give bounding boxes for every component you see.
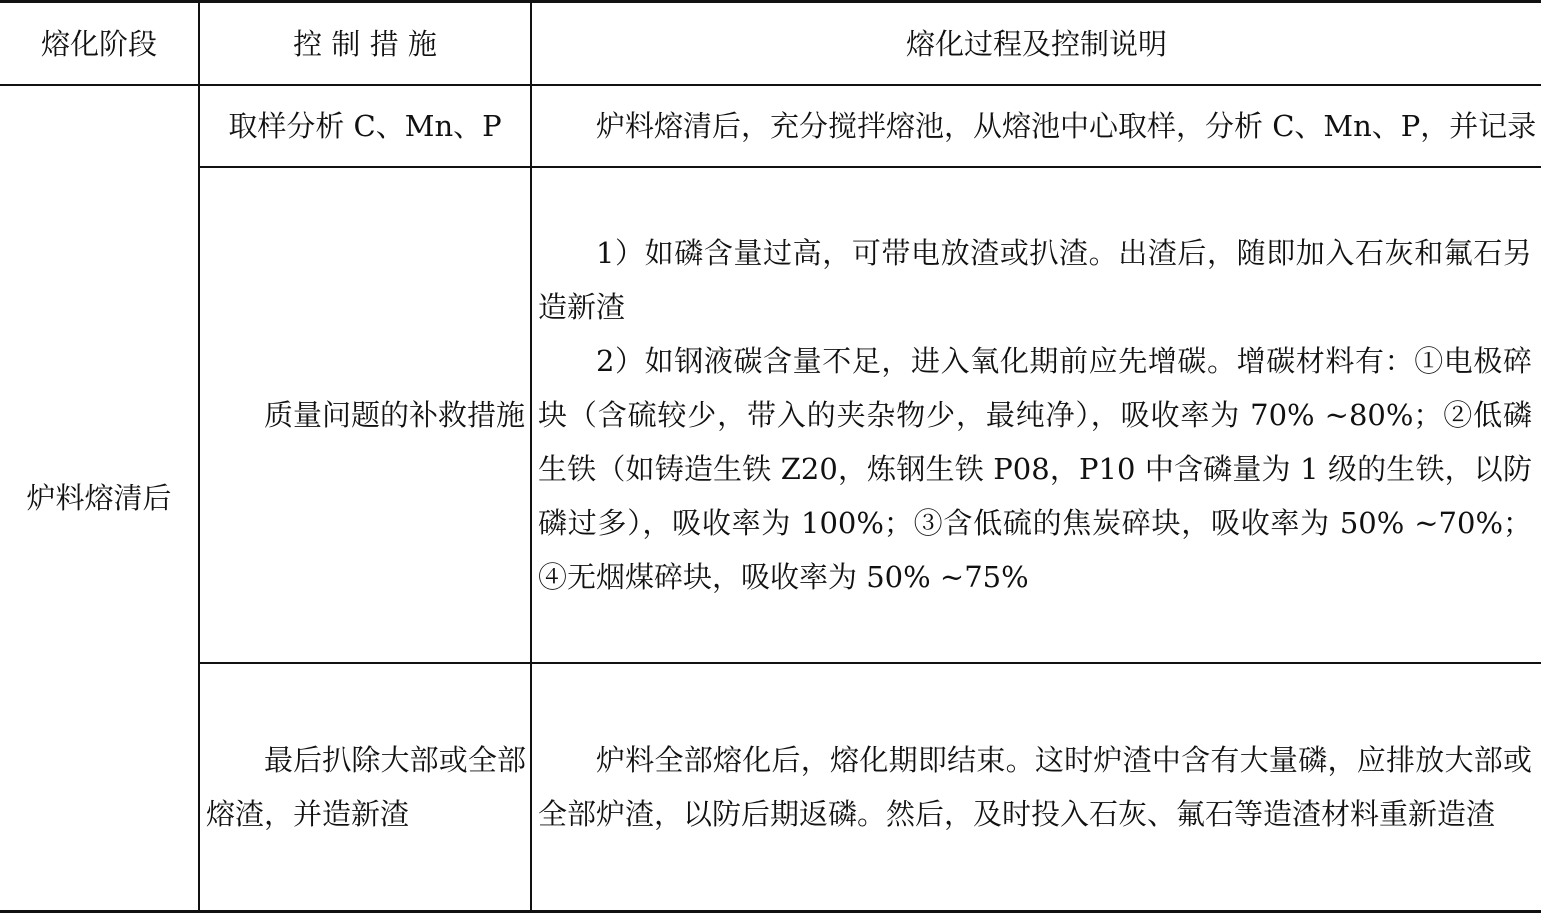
row3-description	[538, 664, 1532, 910]
row2-measure	[206, 168, 526, 662]
header-description: 熔化过程及控制说明	[905, 26, 1167, 61]
header-measure: 控 制 措 施	[293, 26, 437, 61]
row1-measure: 取样分析 C、Mn、P	[228, 109, 502, 143]
row1-description-text: 炉料熔清后，充分搅拌熔池，从熔池中心取样，分析 C、Mn、P，并记录	[596, 109, 1537, 143]
header-stage: 熔化阶段	[40, 26, 157, 61]
row3-description-text: 炉料全部熔化后，熔化期即结束。这时炉渣中含有大量磷，应排放大部或全部炉渣，以防后期返磷。然后，及时投入石灰、氟石等造渣材料重新造渣	[538, 743, 1532, 831]
row1-description	[538, 86, 1537, 166]
row3-measure-text: 最后扒除大部或全部熔渣，并造新渣	[206, 743, 526, 831]
table-bottom-rule	[0, 910, 1541, 913]
stage-cell: 炉料熔清后	[26, 481, 172, 515]
row2-description	[538, 168, 1532, 662]
row3-measure	[206, 664, 526, 910]
row2-measure-text: 质量问题的补救措施	[264, 398, 526, 432]
col2-divider	[530, 0, 532, 913]
row2-description-item-1: 1）如磷含量过高，可带电放渣或扒渣。出渣后，随即加入石灰和氟石另造新渣	[538, 236, 1532, 324]
row2-description-item-2: 2）如钢液碳含量不足，进入氧化期前应先增碳。增碳材料有：①电极碎块（含硫较少，带入的夹杂物少，最纯净），吸收率为 70% ~80%；②低磷生铁（如铸造生铁 Z20，炼钢生铁 P08，P10 中含磷量为 1 级的生铁，以防磷过多），吸收率为 100%；③含低硫的焦炭碎块，吸收率为 50% ~70%；④无烟煤碎块，吸收率为 50% ~75%	[538, 344, 1532, 594]
